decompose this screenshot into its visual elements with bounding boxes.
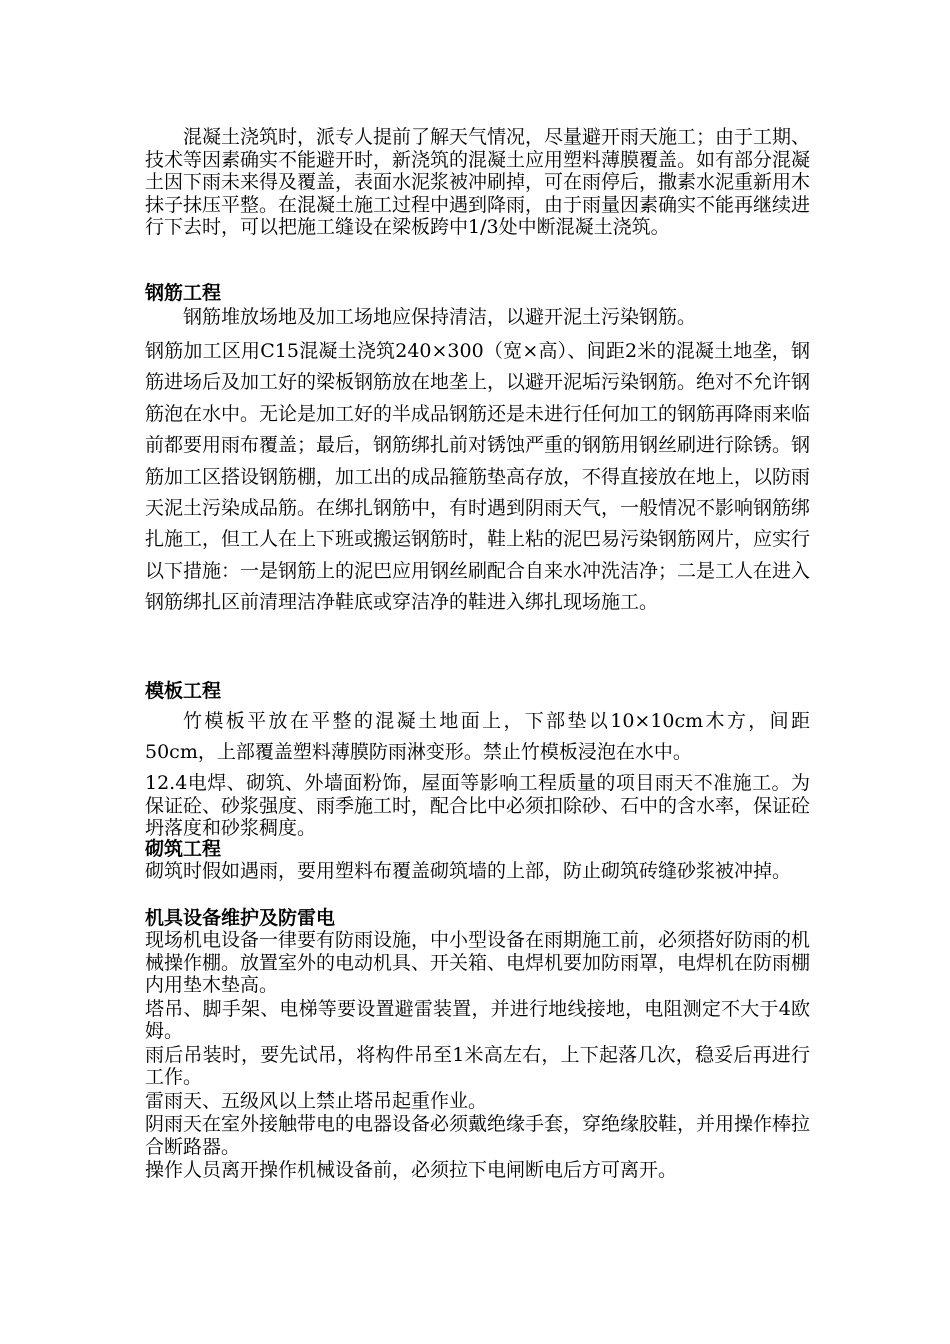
quality-paragraph: 12.4电焊、砌筑、外墙面粉饰，屋面等影响工程质量的项目雨天不准施工。为保证砼、砂浆强度、雨季施工时，配合比中必须扣除砂、石中的含水率，保证砼坍落度和砂浆稠度。 [145, 772, 811, 839]
equipment-item-lightning: 塔吊、脚手架、电梯等要设置避雷装置，并进行地线接地，电阻测定不大于4欧姆。 [145, 997, 810, 1042]
formwork-heading: 模板工程 [145, 680, 222, 702]
concrete-rain-paragraph: 混凝土浇筑时，派专人提前了解天气情况，尽量避开雨天施工；由于工期、技术等因素确实不能避开时，新浇筑的混凝土应用塑料薄膜覆盖。如有部分混凝土因下雨未来得及覆盖，表面水泥浆被冲刷掉，可在雨停后，撒素水泥重新用木抹子抹压平整。在混凝土施工过程中遇到降雨，由于雨量因素确实不能再继续进行下去时，可以把施工缝设在梁板跨中1/3处中断混凝土浇筑。 [145, 126, 811, 238]
masonry-heading: 砌筑工程 [145, 838, 222, 860]
formwork-paragraph: 竹模板平放在平整的混凝土地面上，下部垫以10×10cm木方，间距50cm，上部覆盖塑料薄膜防雨淋变形。禁止竹模板浸泡在水中。 [145, 710, 810, 764]
rebar-processing-paragraph: 钢筋加工区用C15混凝土浇筑240×300（宽×高）、间距2米的混凝土地垄，钢筋进场后及加工好的梁板钢筋放在地垄上，以避开泥垢污染钢筋。绝对不允许钢筋泡在水中。无论是加工好的半成品钢筋还是未进行任何加工的钢筋再降雨来临前都要用雨布覆盖；最后，钢筋绑扎前对锈蚀严重的钢筋用钢丝刷进行除锈。钢筋加工区搭设钢筋棚，加工出的成品箍筋垫高存放，不得直接放在地上，以防雨天泥土污染成品筋。在绑扎钢筋中，有时遇到阴雨天气，一般情况不影响钢筋绑扎施工，但工人在上下班或搬运钢筋时，鞋上粘的泥巴易污染钢筋网片，应实行以下措施：一是钢筋上的泥巴应用钢丝刷配合自来水冲洗洁净；二是工人在进入钢筋绑扎区前清理洁净鞋底或穿洁净的鞋进入绑扎现场施工。 [145, 340, 811, 614]
rebar-heading: 钢筋工程 [145, 282, 222, 304]
equipment-item-shelter: 现场机电设备一律要有防雨设施，中小型设备在雨期施工前，必须搭好防雨的机械操作棚。放置室外的电动机具、开关箱、电焊机要加防雨罩，电焊机在防雨棚内用垫木垫高。 [145, 929, 811, 996]
equipment-item-insulation: 阴雨天在室外接触带电的电器设备必须戴绝缘手套，穿绝缘胶鞋，并用操作棒拉合断路器。 [145, 1113, 811, 1158]
equipment-heading: 机具设备维护及防雷电 [145, 907, 336, 929]
document-page [145, 126, 810, 1182]
equipment-item-crane-ban: 雷雨天、五级风以上禁止塔吊起重作业。 [145, 1089, 488, 1112]
equipment-item-power-off: 操作人员离开操作机械设备前，必须拉下电闸断电后方可离开。 [145, 1159, 678, 1181]
rebar-storage-paragraph: 钢筋堆放场地及加工场地应保持清洁，以避开泥土污染钢筋。 [183, 306, 697, 328]
equipment-item-hoisting: 雨后吊装时，要先试吊，将构件吊至1米高左右，上下起落几次，稳妥后再进行工作。 [145, 1043, 810, 1088]
masonry-paragraph: 砌筑时假如遇雨，要用塑料布覆盖砌筑墙的上部，防止砌筑砖缝砂浆被冲掉。 [145, 860, 792, 882]
